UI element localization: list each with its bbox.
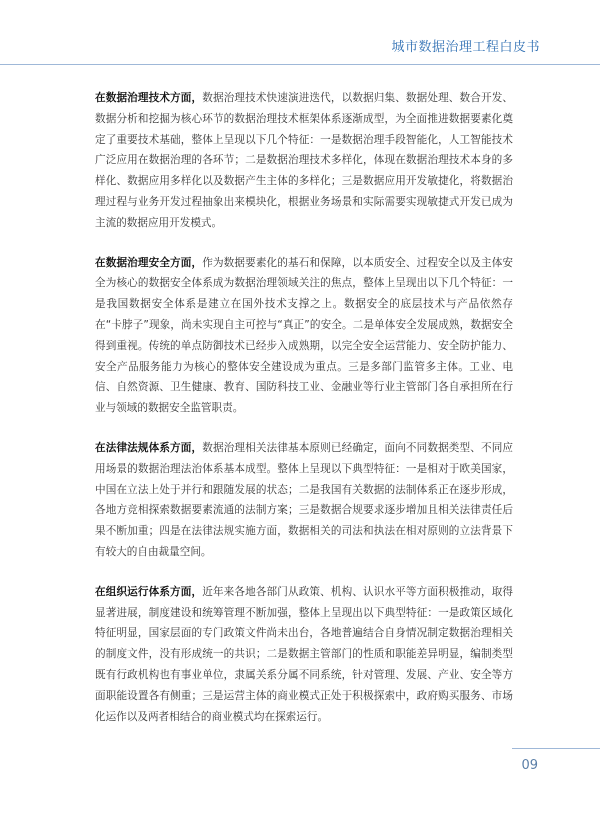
paragraph-legal: [95, 438, 513, 563]
paragraph-lead: 在组织运行体系方面，: [95, 585, 203, 598]
paragraph-security: [95, 253, 513, 419]
paragraph-body: 作为数据要素化的基石和保障，以本质安全、过程安全以及主体安全为核心的数据安全体系成为数据治理领域关注的焦点，整体上呈现出以下几个特征：一是我国数据安全体系是建立在国外技术支撑之上。数据安全的底层技术与产品依然存在“卡脖子”现象，尚未实现自主可控与“真正”的安全。二是单体安全发展成熟，数据安全得到重视。传统的单点防御技术已经步入成熟期，以完全安全运营能力、安全防护能力、安全产品服务能力为核心的整体安全建设成为重点。三是多部门监管多主体。工业、电信、自然资源、卫生健康、教育、国防科技工业、金融业等行业主管部门各自承担所在行业与领域的数据安全监管职责。: [95, 256, 514, 415]
paragraph-body: 近年来各地各部门从政策、机构、认识水平等方面积极推动，取得显著进展，制度建设和统筹管理不断加强，整体上呈现出以下典型特征：一是政策区域化特征明显，国家层面的专门政策文件尚未出台，各地普遍结合自身情况制定数据治理相关的制度文件，没有形成统一的共识；二是数据主管部门的性质和职能差异明显，编制类型既有行政机构也有事业单位，隶属关系分属不同系统，针对管理、发展、产业、安全等方面职能设置各有侧重；三是运营主体的商业模式正处于积极探索中，政府购买服务、市场化运作以及两者相结合的商业模式均在探索运行。: [95, 585, 514, 723]
paragraph-lead: 在法律法规体系方面，: [95, 441, 203, 454]
paragraph-body: 数据治理技术快速演进迭代，以数据归集、数据处理、数合开发、数据分析和挖掘为核心环节的数据治理技术框架体系逐渐成型，为全面推进数据要素化奠定了重要技术基础，整体上呈现以下几个特征：一是数据治理手段智能化，人工智能技术广泛应用在数据治理的各环节；二是数据治理技术多样化，体现在数据治理技术本身的多样化、数据应用多样化以及数据产生主体的多样化；三是数据应用开发敏捷化，将数据治理过程与业务开发过程抽象出来模块化，根据业务场景和实际需要实现敏捷式开发已成为主流的数据应用开发模式。: [95, 92, 514, 229]
paragraph-technology: [95, 88, 513, 234]
page-content: [95, 88, 513, 746]
document-header-title: 城市数据治理工程白皮书: [391, 40, 540, 55]
paragraph-organization: [95, 582, 513, 728]
page-number: 09: [521, 758, 538, 773]
paragraph-body: 数据治理相关法律基本原则已经确定，面向不同数据类型、不同应用场景的数据治理法治体系基本成型。整体上呈现以下典型特征：一是相对于欧美国家，中国在立法上处于并行和跟随发展的状态；二是我国有关数据的法制体系正在逐步形成，各地方竞相探索数据要素流通的法制方案；三是数据合规要求逐步增加且相关法律责任后果不断加重；四是在法律法规实施方面，数据相关的司法和执法在相对原则的立法背景下有较大的自由裁量空间。: [95, 441, 514, 558]
paragraph-lead: 在数据治理安全方面，: [95, 256, 203, 269]
header-divider: [0, 64, 600, 65]
footer-divider: [512, 748, 600, 749]
paragraph-lead: 在数据治理技术方面，: [95, 92, 203, 104]
